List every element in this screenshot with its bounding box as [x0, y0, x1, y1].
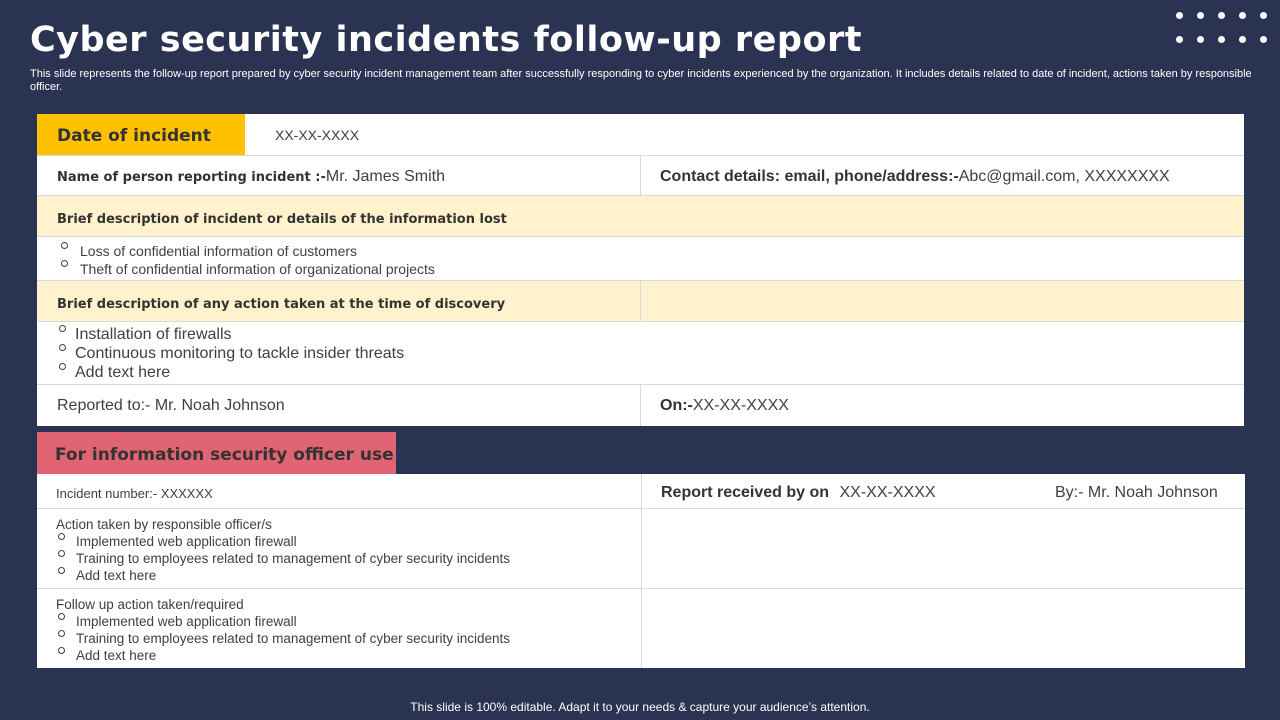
- officer-tab-label: For information security officer use: [55, 445, 394, 465]
- list-item: Implemented web application firewall: [56, 613, 641, 630]
- reported-to: Reported to:- Mr. Noah Johnson: [57, 397, 285, 414]
- received-label: Report received by on: [661, 484, 830, 501]
- list-item: Implemented web application firewall: [56, 533, 641, 550]
- officer-action-list: [56, 533, 641, 584]
- incident-number-cell: [37, 474, 641, 508]
- received-value: XX-XX-XXXX: [839, 484, 936, 501]
- reporter-label: Name of person reporting incident :-: [57, 170, 326, 185]
- contact-cell: [640, 156, 1244, 195]
- footer-note: This slide is 100% editable. Adapt it to your needs & capture your audience’s attention.: [410, 700, 870, 714]
- officer-action-row: [37, 509, 1245, 589]
- officer-action-blank: [641, 509, 1245, 588]
- reporter-row: [37, 156, 1244, 196]
- description-heading-row: [37, 196, 1244, 237]
- list-item: Add text here: [56, 647, 641, 664]
- on-value: XX-XX-XXXX: [692, 397, 789, 414]
- action-list: [57, 325, 1244, 382]
- incident-report-panel: [37, 114, 1244, 426]
- incident-number-row: [37, 474, 1245, 509]
- followup-heading: Follow up action taken/required: [56, 597, 244, 612]
- reported-to-row: [37, 385, 1244, 426]
- description-list: [59, 242, 1244, 278]
- received-cell: [641, 474, 1245, 508]
- description-items-row: [37, 237, 1244, 281]
- list-item: Training to employees related to management of cyber security incidents: [56, 630, 641, 647]
- action-heading-blank: [640, 281, 1244, 321]
- contact-value: Abc@gmail.com, XXXXXXXX: [958, 168, 1170, 185]
- decorative-dots: [1176, 12, 1272, 46]
- received-by: By:- Mr. Noah Johnson: [1055, 484, 1218, 501]
- officer-action-cell: [37, 509, 641, 588]
- action-heading-cell: [37, 281, 640, 321]
- list-item: Training to employees related to management of cyber security incidents: [56, 550, 641, 567]
- date-label-cell: [37, 114, 245, 155]
- officer-tab: [37, 432, 396, 474]
- date-row: [37, 114, 1244, 156]
- officer-panel: [37, 474, 1245, 668]
- officer-action-heading: Action taken by responsible officer/s: [56, 517, 272, 532]
- reporter-value: Mr. James Smith: [325, 168, 445, 185]
- contact-label: Contact details: email, phone/address:-: [660, 168, 959, 185]
- action-items-row: [37, 322, 1244, 385]
- incident-number: Incident number:- XXXXXX: [56, 486, 213, 501]
- date-label: Date of incident: [57, 126, 211, 146]
- list-item: Add text here: [57, 363, 1244, 382]
- on-label: On:-: [660, 397, 693, 414]
- action-heading-row: [37, 281, 1244, 322]
- followup-cell: [37, 589, 641, 668]
- reported-to-cell: [37, 385, 640, 426]
- action-heading: Brief description of any action taken at the time of discovery: [57, 297, 506, 312]
- date-value: XX-XX-XXXX: [275, 127, 360, 143]
- list-item: Add text here: [56, 567, 641, 584]
- list-item: Continuous monitoring to tackle insider threats: [57, 344, 1244, 363]
- list-item: Installation of firewalls: [57, 325, 1244, 344]
- reporter-cell: [37, 156, 640, 195]
- followup-blank: [641, 589, 1245, 668]
- description-heading: Brief description of incident or details of the information lost: [57, 212, 507, 227]
- page-title: Cyber security incidents follow-up report: [30, 20, 862, 60]
- date-value-cell: [275, 114, 1244, 155]
- page-subtitle: This slide represents the follow-up report prepared by cyber security incident management team after successfully responding to cyber incidents experienced by the organization. It includes details related to date of incident, actions taken by responsible officer.: [30, 68, 1252, 93]
- followup-row: [37, 589, 1245, 668]
- on-date-cell: [640, 385, 1244, 426]
- list-item: Loss of confidential information of customers: [59, 242, 1244, 260]
- followup-list: [56, 613, 641, 664]
- list-item: Theft of confidential information of organizational projects: [59, 260, 1244, 278]
